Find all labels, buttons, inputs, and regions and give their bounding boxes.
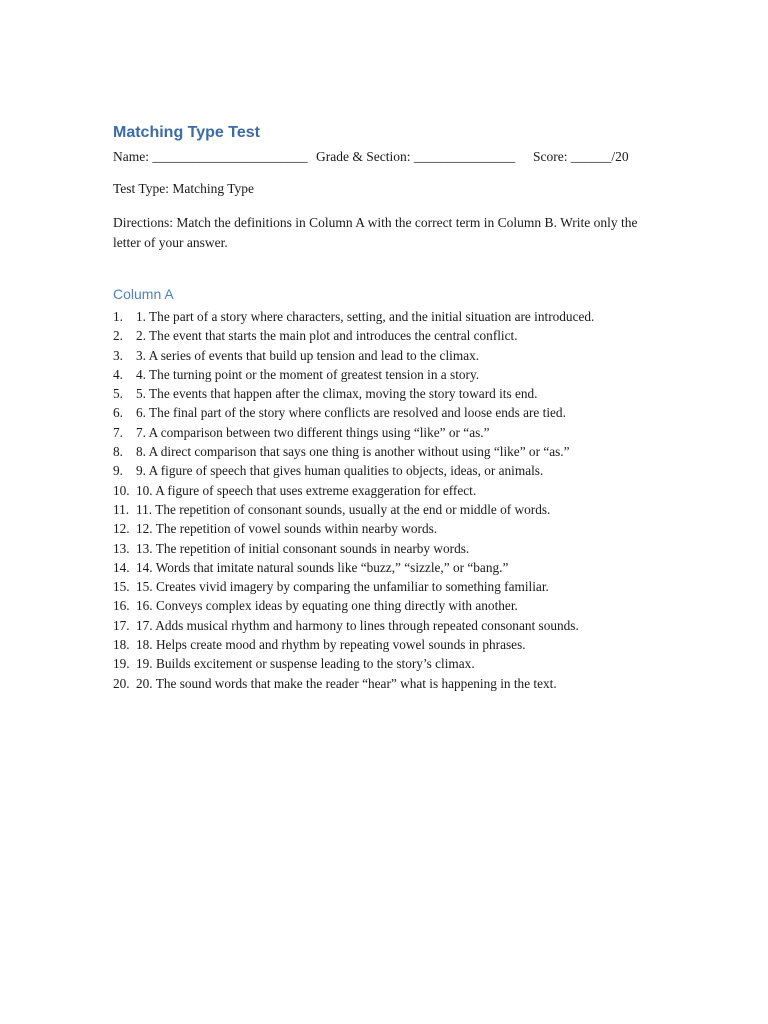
list-item: [113, 500, 673, 519]
list-item: [113, 635, 673, 654]
item-number: 6.: [113, 405, 123, 421]
list-item: [113, 326, 673, 345]
list-item: [113, 481, 673, 500]
page-title: Matching Type Test: [113, 124, 260, 141]
list-item: [113, 403, 673, 422]
list-item: [113, 307, 673, 326]
item-number: 1.: [113, 309, 123, 324]
list-item: [113, 539, 673, 558]
column-a-list: [113, 307, 673, 693]
item-text: 18. Helps create mood and rhythm by repeating vowel sounds in phrases.: [136, 637, 526, 653]
item-text: 8. A direct comparison that says one thing is another without using “like” or “as.”: [136, 444, 570, 460]
item-number: 20.: [113, 675, 130, 691]
item-number: 12.: [113, 521, 130, 537]
item-number: 7.: [113, 424, 123, 440]
grade-section-field: Grade & Section: _______________: [316, 149, 516, 164]
name-field: Name: _______________________: [113, 149, 308, 164]
item-text: 20. The sound words that make the reader “hear” what is happening in the text.: [136, 675, 557, 691]
item-number: 16.: [113, 598, 130, 614]
item-text: 3. A series of events that build up tension and lead to the climax.: [136, 347, 480, 363]
score-field: Score: ______/20: [533, 149, 629, 164]
student-info-row: [113, 149, 673, 167]
item-number: 11.: [113, 501, 130, 517]
item-number: 10.: [113, 482, 130, 498]
list-item: [113, 346, 673, 365]
item-text: 17. Adds musical rhythm and harmony to lines through repeated consonant sounds.: [136, 617, 579, 633]
item-number: 18.: [113, 637, 130, 653]
item-number: 4.: [113, 366, 123, 382]
list-item: [113, 674, 673, 693]
item-number: 15.: [113, 579, 130, 595]
item-text: 11. The repetition of consonant sounds, usually at the end or middle of words.: [136, 501, 551, 517]
list-item: [113, 616, 673, 635]
item-text: 13. The repetition of initial consonant sounds in nearby words.: [136, 540, 470, 556]
item-number: 14.: [113, 559, 130, 575]
item-number: 2.: [113, 328, 123, 344]
item-number: 3.: [113, 347, 123, 363]
list-item: [113, 442, 673, 461]
item-text: 16. Conveys complex ideas by equating one thing directly with another.: [136, 598, 518, 614]
list-item: [113, 384, 673, 403]
item-text: 5. The events that happen after the climax, moving the story toward its end.: [136, 386, 538, 402]
item-text: 19. Builds excitement or suspense leading to the story’s climax.: [136, 656, 475, 672]
list-item: [113, 423, 673, 442]
item-text: 12. The repetition of vowel sounds within nearby words.: [136, 521, 438, 537]
item-number: 9.: [113, 463, 123, 479]
test-type-line: Test Type: Matching Type: [113, 181, 255, 196]
item-text: 7. A comparison between two different things using “like” or “as.”: [136, 424, 490, 440]
directions-paragraph: Directions: Match the definitions in Column A with the correct term in Column B. Write only the letter of your answer.: [113, 215, 638, 250]
item-text: 9. A figure of speech that gives human qualities to objects, ideas, or animals.: [136, 463, 544, 479]
item-text: 4. The turning point or the moment of greatest tension in a story.: [136, 366, 480, 382]
item-number: 8.: [113, 444, 123, 460]
list-item: [113, 654, 673, 673]
list-item: [113, 577, 673, 596]
item-number: 13.: [113, 540, 130, 556]
item-text: 1. The part of a story where characters, setting, and the initial situation are introduced.: [136, 309, 595, 324]
list-item: [113, 519, 673, 538]
item-number: 17.: [113, 617, 130, 633]
list-item: [113, 461, 673, 480]
item-text: 2. The event that starts the main plot and introduces the central conflict.: [136, 328, 518, 344]
item-text: 10. A figure of speech that uses extreme exaggeration for effect.: [136, 482, 477, 498]
list-item: [113, 365, 673, 384]
column-a-heading: Column A: [113, 286, 174, 302]
list-item: [113, 596, 673, 615]
list-item: [113, 558, 673, 577]
item-number: 5.: [113, 386, 123, 402]
item-text: 15. Creates vivid imagery by comparing the unfamiliar to something familiar.: [136, 579, 549, 595]
item-text: 14. Words that imitate natural sounds like “buzz,” “sizzle,” or “bang.”: [136, 559, 509, 575]
item-number: 19.: [113, 656, 130, 672]
item-text: 6. The final part of the story where conflicts are resolved and loose ends are tied.: [136, 405, 566, 421]
